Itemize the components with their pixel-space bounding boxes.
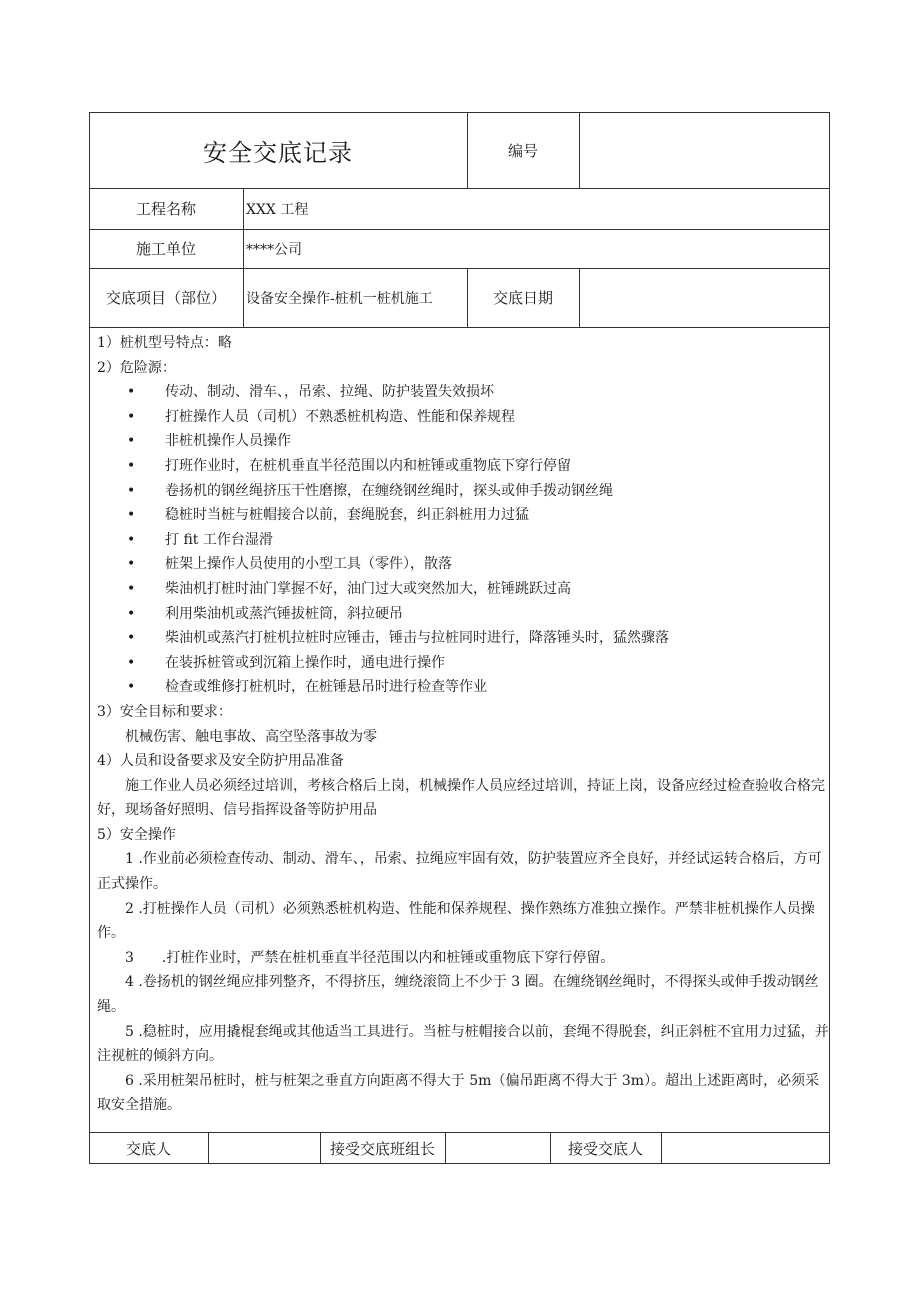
operation-item: 6 .采用桩架吊桩时，桩与桩架之垂直方向距离不得大于 5m（偏吊距离不得大于 3m）。超出上述距离时，必须采取安全措施。 — [97, 1072, 820, 1114]
operation-item: 2 .打桩操作人员（司机）必须熟悉桩机构造、性能和保养规程、操作熟练方准独立操作。严禁非桩机操作人员操作。 — [97, 900, 815, 942]
receiver-label: 接受交底人 — [567, 1139, 643, 1158]
list-item: • 打班作业时，在桩机垂直半径范围以内和桩锤或重物底下穿行停留 — [97, 454, 829, 479]
bullet-icon: • — [127, 654, 136, 671]
bullet-icon: • — [127, 630, 136, 647]
list-item: • 卷扬机的钢丝绳挤压干性磨擦，在缠绕钢丝绳时，探头或伸手拨动钢丝绳 — [97, 479, 829, 504]
team-leader-label: 接受交底班组长 — [329, 1139, 435, 1158]
project-name-value[interactable]: XXX 工程 — [246, 201, 309, 218]
list-item: • 传动、制动、滑车、，吊索、拉绳、防护装置失效损坏 — [97, 380, 829, 405]
list-item: • 利用柴油机或蒸汽锤拔桩筒，斜拉硬吊 — [97, 602, 829, 627]
personnel-text: 施工作业人员必须经过培训，考核合格后上岗，机械操作人员应经过培训，持证上岗，设备应经过检查验收合格完好，现场备好照明、信号指挥设备等防护用品 — [97, 777, 825, 819]
section-pile-model: 1）桩机型号特点：略 — [97, 335, 232, 351]
team-leader-signature-field[interactable] — [445, 1132, 550, 1164]
bullet-icon: • — [127, 531, 136, 548]
project-name-label: 工程名称 — [135, 200, 196, 218]
list-item: • 柴油机或蒸汽打桩机拉桩时应锤击，锤击与拉桩同时进行，降落锤头时，猛然骤落 — [97, 626, 829, 651]
section-operation-heading: 5）安全操作 — [97, 826, 176, 843]
list-item: • 在装拆桩管或到沉箱上操作时，通电进行操作 — [97, 651, 829, 676]
operation-item: 3 .打桩作业时，严禁在桩机垂直半径范围以内和桩锤或重物底下穿行停留。 — [125, 949, 615, 966]
bullet-icon: • — [127, 507, 136, 524]
list-item: • 非桩机操作人员操作 — [97, 429, 829, 454]
operation-item: 5 .稳桩时，应用撬棍套绳或其他适当工具进行。当桩与桩帽接合以前，套绳不得脱套，纠正斜桩不宜用力过猛，并注视桩的倾斜方向。 — [97, 1023, 829, 1065]
section-safety-goals-heading: 3）安全目标和要求： — [97, 703, 232, 720]
operation-item: 4 .卷扬机的钢丝绳应排列整齐，不得挤压，缠绕滚筒上不少于 3 圈。在缠绕钢丝绳时，不得探头或伸手拨动钢丝绳。 — [97, 974, 819, 1016]
number-field[interactable] — [579, 112, 830, 188]
disclosure-item-label: 交底项目（部位） — [105, 289, 226, 307]
safety-goals-text: 机械伤害、触电事故、高空坠落事故为零 — [125, 728, 377, 745]
disclosure-item-value[interactable]: 设备安全操作-桩机一桩机施工 — [246, 290, 433, 307]
disclosure-date-value[interactable] — [579, 268, 830, 327]
list-item: • 打 fit 工作台湿滑 — [97, 528, 829, 553]
contractor-value[interactable]: ****公司 — [246, 241, 302, 258]
bullet-icon: • — [127, 482, 136, 499]
section-personnel-heading: 4）人员和设备要求及安全防护用品准备 — [97, 753, 344, 770]
list-item: • 稳桩时当桩与桩帽接合以前，套绳脱套，纠正斜桩用力过猛 — [97, 503, 829, 528]
discloser-label: 交底人 — [125, 1139, 171, 1158]
disclosure-content — [89, 327, 830, 1132]
number-label: 编号 — [507, 141, 538, 160]
bullet-icon: • — [127, 556, 136, 573]
list-item: • 柴油机打桩时油门掌握不好，油门过大或突然加大，桩锤跳跃过高 — [97, 577, 829, 602]
operation-item: 1 .作业前必须检查传动、制动、滑车、，吊索、拉绳应牢固有效，防护装置应齐全良好，并经试运转合格后，方可正式操作。 — [97, 851, 822, 893]
bullet-icon: • — [127, 384, 136, 401]
bullet-icon: • — [127, 433, 136, 450]
discloser-signature-field[interactable] — [208, 1132, 320, 1164]
hazard-list — [97, 380, 829, 700]
bullet-icon: • — [127, 580, 136, 597]
contractor-label: 施工单位 — [135, 240, 196, 258]
list-item: • 打桩操作人员（司机）不熟悉桩机构造、性能和保养规程 — [97, 405, 829, 430]
list-item: • 检查或维修打桩机时，在桩锤悬吊时进行检查等作业 — [97, 675, 829, 700]
disclosure-date-label: 交底日期 — [492, 289, 553, 307]
section-hazards-heading: 2）危险源： — [97, 359, 176, 376]
receiver-signature-field[interactable] — [661, 1132, 830, 1164]
bullet-icon: • — [127, 605, 136, 622]
form-title: 安全交底记录 — [203, 138, 353, 167]
bullet-icon: • — [127, 408, 136, 425]
bullet-icon: • — [127, 679, 136, 696]
safety-disclosure-form — [89, 112, 830, 1164]
bullet-icon: • — [127, 457, 136, 474]
list-item: • 桩架上操作人员使用的小型工具（零件），散落 — [97, 552, 829, 577]
